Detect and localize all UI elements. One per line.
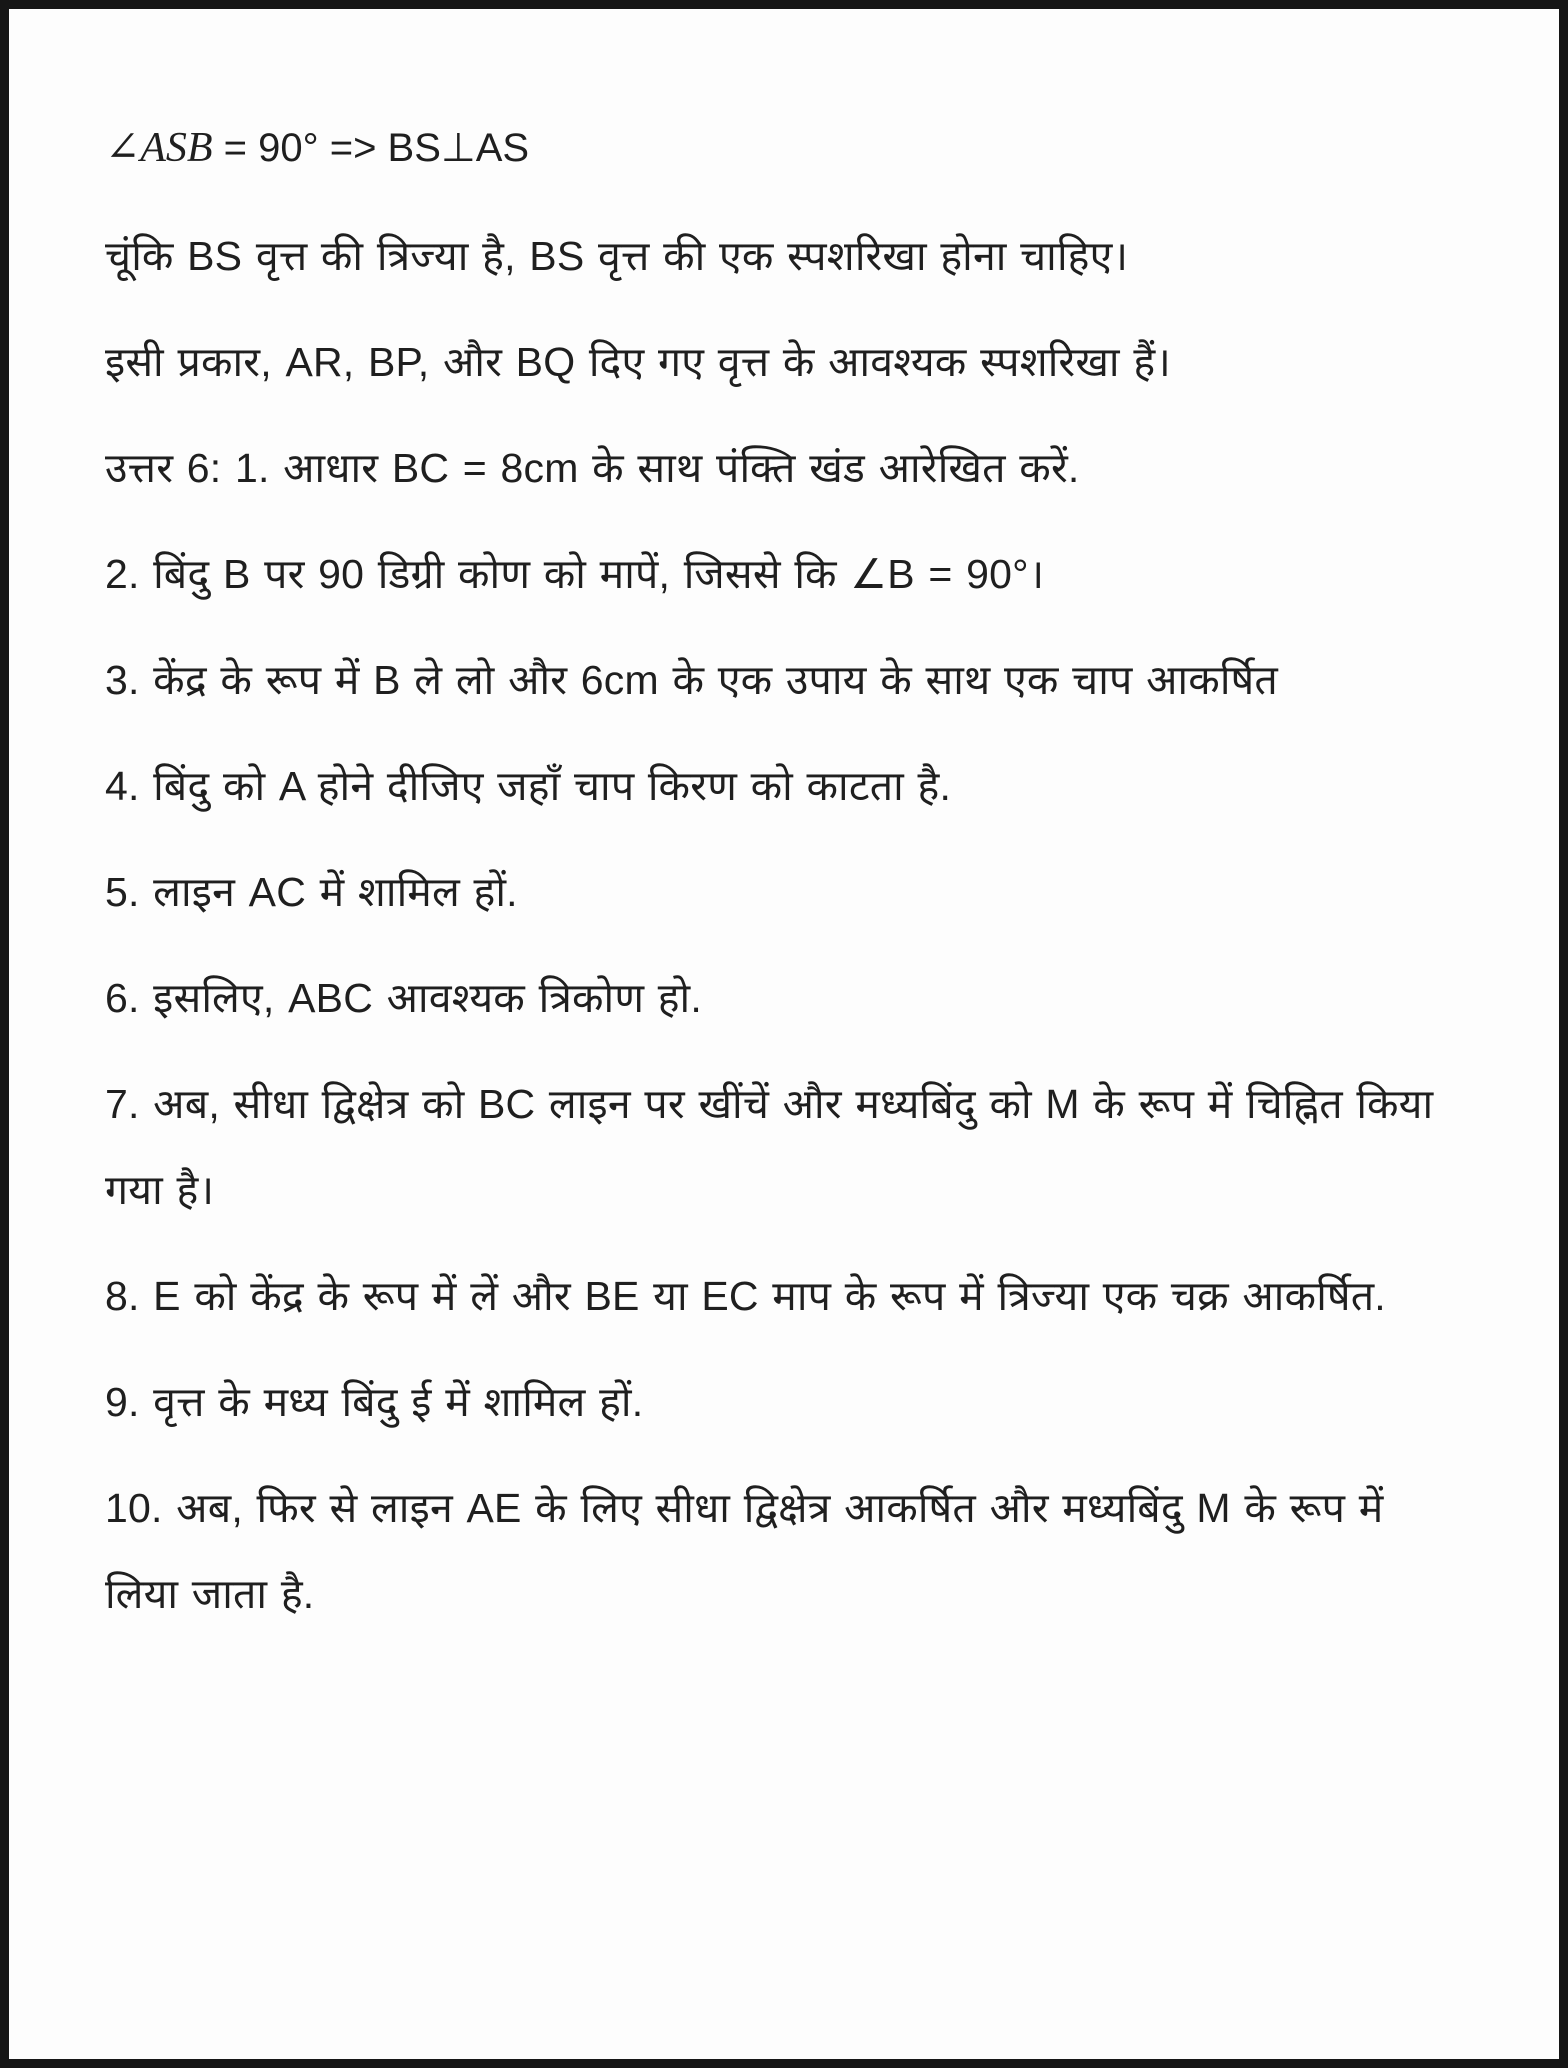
step-5: 5. लाइन AC में शामिल हों.: [105, 869, 518, 915]
step-4: 4. बिंदु को A होने दीजिए जहाँ चाप किरण को काटता है.: [105, 763, 952, 809]
equation-line: [105, 105, 1467, 191]
step-9: 9. वृत्त के मध्य बिंदु ई में शामिल हों.: [105, 1379, 644, 1425]
step-10: 10. अब, फिर से लाइन AE के लिए सीधा द्विक्षेत्र आकर्षित और मध्यबिंदु M के रूप में लिया जाता है.: [105, 1485, 1384, 1617]
equation-angle-term: ∠ASB: [105, 125, 213, 171]
step-7: 7. अब, सीधा द्विक्षेत्र को BC लाइन पर खींचें और मध्यबिंदु को M के रूप में चिह्नित किया गया है।: [105, 1081, 1434, 1213]
step-8: 8. E को केंद्र के रूप में लें और BE या EC माप के रूप में त्रिज्या एक चक्र आकर्षित.: [105, 1273, 1386, 1319]
para-since-bs-radius: चूंकि BS वृत्त की त्रिज्या है, BS वृत्त की एक स्पशरिखा होना चाहिए।: [105, 233, 1129, 279]
para-similar-tangents: इसी प्रकार, AR, BP, और BQ दिए गए वृत्त के आवश्यक स्पशरिखा हैं।: [105, 339, 1172, 385]
step-3: 3. केंद्र के रूप में B ले लो और 6cm के एक उपाय के साथ एक चाप आकर्षित: [105, 657, 1278, 703]
answer-6-step-1: उत्तर 6: 1. आधार BC = 8cm के साथ पंक्ति खंड आरेखित करें.: [105, 445, 1080, 491]
step-2: 2. बिंदु B पर 90 डिग्री कोण को मापें, जिससे कि ∠B = 90°।: [105, 551, 1045, 597]
step-6: 6. इसलिए, ABC आवश्यक त्रिकोण हो.: [105, 975, 702, 1021]
equation-rest: = 90° => BS⊥AS: [212, 126, 530, 170]
document-content: [9, 9, 1559, 2059]
